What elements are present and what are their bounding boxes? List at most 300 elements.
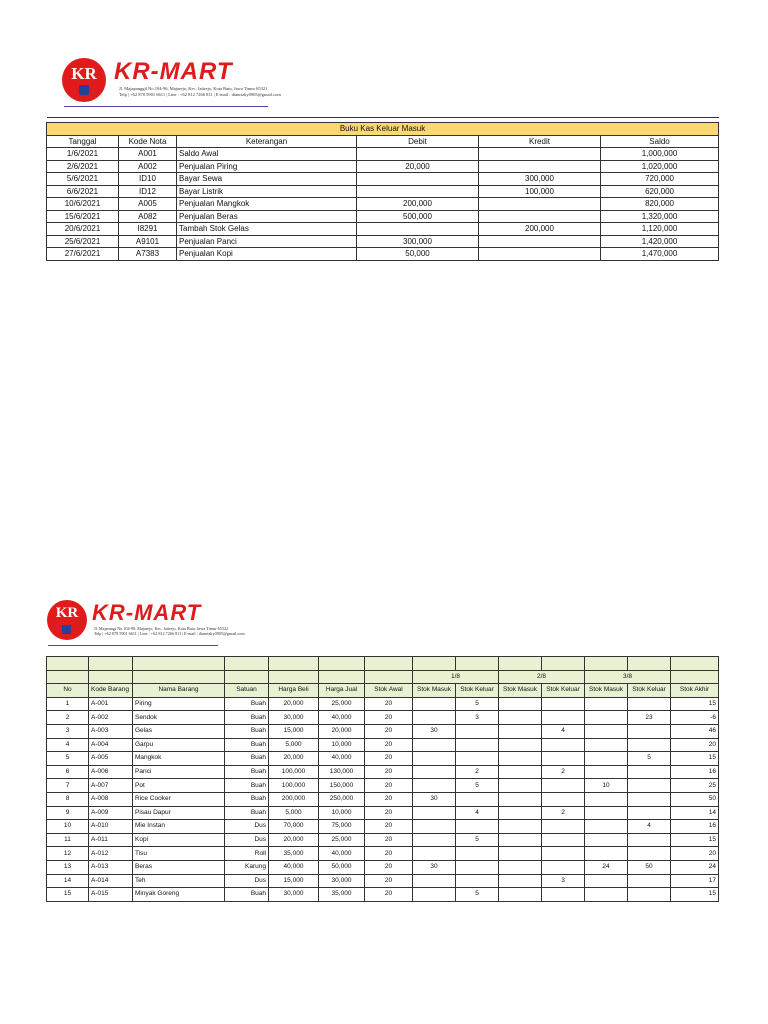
kr-logo-icon: KR (62, 58, 106, 102)
table-cell: Piring (133, 697, 225, 711)
table-cell: 9 (47, 806, 89, 820)
table-cell: Tisu (133, 847, 225, 861)
table-row (47, 738, 719, 752)
table-cell (585, 792, 628, 806)
table-cell: 20 (365, 738, 413, 752)
table-cell: 150,000 (319, 779, 365, 793)
table-cell: 16 (671, 765, 719, 779)
table-cell: 40,000 (319, 752, 365, 766)
table-cell: 3 (542, 874, 585, 888)
column-header: Harga Beli (269, 684, 319, 698)
table-cell (585, 752, 628, 766)
stock-table (46, 656, 719, 902)
table-cell (628, 779, 671, 793)
table-cell: 20,000 (269, 752, 319, 766)
table-cell (357, 148, 479, 161)
table-cell: 4 (47, 738, 89, 752)
table-cell: 15 (671, 752, 719, 766)
table-cell: Panci (133, 765, 225, 779)
table-cell (585, 765, 628, 779)
table-cell: 14 (47, 874, 89, 888)
table-cell (628, 738, 671, 752)
table-cell (413, 847, 456, 861)
table-cell: Sendok (133, 711, 225, 725)
table-cell: ID12 (119, 185, 177, 198)
table-cell (499, 724, 542, 738)
table-cell: 1,320,000 (601, 210, 719, 223)
table-cell (585, 711, 628, 725)
table-cell: A-007 (89, 779, 133, 793)
date-header: 2/8 (499, 670, 585, 684)
table-cell: 8 (47, 792, 89, 806)
table-cell: 20 (671, 738, 719, 752)
table-cell (628, 833, 671, 847)
column-header: Stok Awal (365, 684, 413, 698)
table-row (47, 198, 719, 211)
table-cell: 2/6/2021 (47, 160, 119, 173)
table-cell (479, 210, 601, 223)
table-cell: 20 (365, 711, 413, 725)
table-cell: 1 (47, 697, 89, 711)
table-cell: 4 (542, 724, 585, 738)
table-cell: Buah (225, 779, 269, 793)
table-cell: Minyak Goreng (133, 888, 225, 902)
column-header: Debit (357, 135, 479, 148)
table-cell: 46 (671, 724, 719, 738)
table-cell: 24 (585, 860, 628, 874)
table-cell: 10 (47, 820, 89, 834)
table-cell (413, 833, 456, 847)
table-cell: 30 (413, 860, 456, 874)
table-cell (413, 779, 456, 793)
column-header: Harga Jual (319, 684, 365, 698)
table-cell (499, 792, 542, 806)
table-cell: A7383 (119, 248, 177, 261)
table-cell (479, 198, 601, 211)
table-cell (456, 752, 499, 766)
cash-book-title: Buku Kas Keluar Masuk (47, 123, 719, 136)
table-cell: Penjualan Mangkok (177, 198, 357, 211)
table-cell: Gelas (133, 724, 225, 738)
table-cell: 20 (365, 806, 413, 820)
table-cell: 500,000 (357, 210, 479, 223)
column-header: Kredit (479, 135, 601, 148)
table-row (47, 792, 719, 806)
table-cell: 20 (365, 724, 413, 738)
table-cell: A082 (119, 210, 177, 223)
table-cell: 5 (456, 697, 499, 711)
table-cell (499, 806, 542, 820)
table-cell (542, 860, 585, 874)
table-cell (585, 888, 628, 902)
table-cell: 5 (456, 888, 499, 902)
table-cell: 250,000 (319, 792, 365, 806)
table-cell: Mangkok (133, 752, 225, 766)
table-cell: 3 (456, 711, 499, 725)
table-cell: Buah (225, 697, 269, 711)
table-cell: 3 (47, 724, 89, 738)
column-header: Nama Barang (133, 684, 225, 698)
table-cell (585, 874, 628, 888)
stock-spacer-row (47, 657, 719, 671)
table-cell (413, 697, 456, 711)
table-cell (542, 847, 585, 861)
table-cell: 620,000 (601, 185, 719, 198)
table-cell (413, 888, 456, 902)
table-cell: A-006 (89, 765, 133, 779)
kr-logo-icon: KR (47, 600, 87, 640)
table-cell: Penjualan Beras (177, 210, 357, 223)
table-cell (499, 711, 542, 725)
table-cell: Bayar Sewa (177, 173, 357, 186)
table-cell: 5,000 (269, 738, 319, 752)
table-cell: I8291 (119, 223, 177, 236)
column-header: Saldo (601, 135, 719, 148)
table-cell: 2 (456, 765, 499, 779)
table-cell (413, 765, 456, 779)
table-cell: Mie Instan (133, 820, 225, 834)
contact: Telp | +62 878 5901 6611 | Line : +62 812 7266 811 | E-mail : dianrizky0905@gmail.com (119, 91, 281, 97)
table-cell (499, 779, 542, 793)
date-header: 3/8 (585, 670, 671, 684)
table-cell: 15,000 (269, 724, 319, 738)
table-cell (479, 160, 601, 173)
table-cell: A-014 (89, 874, 133, 888)
table-cell (585, 833, 628, 847)
table-cell: 5/6/2021 (47, 173, 119, 186)
table-cell: 20 (365, 779, 413, 793)
table-cell: 20 (365, 820, 413, 834)
column-header: Keterangan (177, 135, 357, 148)
table-cell: 5,000 (269, 806, 319, 820)
table-cell: 27/6/2021 (47, 248, 119, 261)
stock-header-row (47, 684, 719, 698)
table-cell: Penjualan Piring (177, 160, 357, 173)
table-cell (479, 148, 601, 161)
table-cell: 14 (671, 806, 719, 820)
table-cell (542, 888, 585, 902)
table-cell: 6/6/2021 (47, 185, 119, 198)
table-cell: Penjualan Panci (177, 235, 357, 248)
table-cell: 13 (47, 860, 89, 874)
table-cell (456, 820, 499, 834)
table-cell: 5 (456, 833, 499, 847)
table-cell (479, 235, 601, 248)
column-header: Tanggal (47, 135, 119, 148)
brand-name: KR-MART (92, 600, 202, 625)
table-cell (542, 820, 585, 834)
table-cell (499, 833, 542, 847)
table-cell (499, 874, 542, 888)
table-cell: 15 (671, 833, 719, 847)
table-cell (542, 833, 585, 847)
table-cell: 6 (47, 765, 89, 779)
table-cell: Buah (225, 738, 269, 752)
table-cell: 30,000 (319, 874, 365, 888)
table-cell (585, 820, 628, 834)
table-cell: 15 (47, 888, 89, 902)
table-cell: 30,000 (269, 711, 319, 725)
table-row (47, 724, 719, 738)
contact: Telp | +62 878 5901 6611 | Line : +62 812 7266 811 | E-mail : dianrizky0905@gmail.com (94, 631, 245, 637)
column-header: Stok Keluar (628, 684, 671, 698)
table-cell: 10/6/2021 (47, 198, 119, 211)
logo-top (62, 58, 281, 102)
table-cell (542, 738, 585, 752)
table-cell: 12 (47, 847, 89, 861)
table-row (47, 779, 719, 793)
table-cell: 1,020,000 (601, 160, 719, 173)
table-cell: 820,000 (601, 198, 719, 211)
table-cell: A-005 (89, 752, 133, 766)
table-cell: 10 (585, 779, 628, 793)
table-cell (499, 752, 542, 766)
table-cell (542, 697, 585, 711)
table-cell: 20/6/2021 (47, 223, 119, 236)
table-cell: Saldo Awal (177, 148, 357, 161)
table-cell: 40,000 (319, 711, 365, 725)
table-cell: Beras (133, 860, 225, 874)
table-cell: 35,000 (319, 888, 365, 902)
table-cell: A-013 (89, 860, 133, 874)
table-cell: 15/6/2021 (47, 210, 119, 223)
column-header: Stok Akhir (671, 684, 719, 698)
table-cell: 30 (413, 724, 456, 738)
stock-date-row (47, 670, 719, 684)
table-row (47, 833, 719, 847)
table-cell: Buah (225, 888, 269, 902)
table-cell: 4 (456, 806, 499, 820)
table-cell: 50,000 (319, 860, 365, 874)
table-cell: A-015 (89, 888, 133, 902)
table-cell (585, 806, 628, 820)
table-cell: 1,000,000 (601, 148, 719, 161)
table-cell: 5 (628, 752, 671, 766)
table-cell (456, 724, 499, 738)
table-cell: 75,000 (319, 820, 365, 834)
table-row (47, 874, 719, 888)
table-cell: Pot (133, 779, 225, 793)
table-cell: Karung (225, 860, 269, 874)
table-cell (357, 173, 479, 186)
table-cell: 2 (47, 711, 89, 725)
cash-book-header-row (47, 135, 719, 148)
table-cell: A-010 (89, 820, 133, 834)
table-cell: 70,000 (269, 820, 319, 834)
table-cell (456, 874, 499, 888)
table-cell (499, 697, 542, 711)
table-row (47, 223, 719, 236)
table-row (47, 806, 719, 820)
table-row (47, 765, 719, 779)
table-row (47, 752, 719, 766)
table-cell: 20,000 (269, 833, 319, 847)
header-underline (48, 645, 218, 646)
table-cell: 50 (671, 792, 719, 806)
table-cell (585, 697, 628, 711)
table-cell (499, 860, 542, 874)
table-cell: Buah (225, 792, 269, 806)
column-header: Stok Masuk (585, 684, 628, 698)
table-cell: 2 (542, 765, 585, 779)
table-cell: 200,000 (269, 792, 319, 806)
table-cell: Dus (225, 874, 269, 888)
table-cell: 24 (671, 860, 719, 874)
table-cell (628, 724, 671, 738)
table-cell: 30 (413, 792, 456, 806)
table-cell (542, 711, 585, 725)
table-cell: 1/6/2021 (47, 148, 119, 161)
table-cell (628, 888, 671, 902)
table-cell: 25/6/2021 (47, 235, 119, 248)
column-header: Kode Barang (89, 684, 133, 698)
table-cell: A-012 (89, 847, 133, 861)
table-cell: 300,000 (357, 235, 479, 248)
table-cell: 200,000 (479, 223, 601, 236)
table-cell: 20 (365, 874, 413, 888)
table-cell (628, 765, 671, 779)
column-header: Stok Keluar (542, 684, 585, 698)
table-cell: A005 (119, 198, 177, 211)
table-cell (357, 185, 479, 198)
table-cell (499, 738, 542, 752)
table-cell (357, 223, 479, 236)
table-cell: Dus (225, 833, 269, 847)
table-cell: A9101 (119, 235, 177, 248)
table-cell: Roll (225, 847, 269, 861)
table-cell (542, 779, 585, 793)
column-header: No (47, 684, 89, 698)
table-cell (628, 874, 671, 888)
table-cell: 15 (671, 888, 719, 902)
table-cell: A001 (119, 148, 177, 161)
column-header: Stok Masuk (499, 684, 542, 698)
address: Jl. Majarangi No.104-96, Majarejo, Kec. Jatirejo, Kota Batu, Jawa Timur 65322 (94, 626, 229, 631)
table-cell: 20 (365, 792, 413, 806)
table-cell: Teh (133, 874, 225, 888)
table-cell: 25 (671, 779, 719, 793)
table-row (47, 210, 719, 223)
table-cell (499, 765, 542, 779)
table-cell: 16 (671, 820, 719, 834)
column-header: Stok Keluar (456, 684, 499, 698)
table-cell: 1,470,000 (601, 248, 719, 261)
table-cell (413, 752, 456, 766)
table-cell: Penjualan Kopi (177, 248, 357, 261)
table-row (47, 888, 719, 902)
table-row (47, 248, 719, 261)
table-cell: 20 (365, 888, 413, 902)
table-cell: 20 (365, 860, 413, 874)
table-cell: ID10 (119, 173, 177, 186)
table-row (47, 847, 719, 861)
table-cell: A002 (119, 160, 177, 173)
table-cell: A-001 (89, 697, 133, 711)
table-cell (628, 806, 671, 820)
table-cell (456, 847, 499, 861)
table-cell: Tambah Stok Gelas (177, 223, 357, 236)
table-cell: 100,000 (479, 185, 601, 198)
table-cell: Rice Cooker (133, 792, 225, 806)
date-header: 1/8 (413, 670, 499, 684)
table-cell: 200,000 (357, 198, 479, 211)
table-cell (413, 738, 456, 752)
table-cell: 4 (628, 820, 671, 834)
table-cell: 1,420,000 (601, 235, 719, 248)
table-cell: 20,000 (319, 724, 365, 738)
cash-book-table (46, 117, 719, 261)
table-cell (456, 860, 499, 874)
table-row (47, 185, 719, 198)
table-cell: A-009 (89, 806, 133, 820)
table-row (47, 160, 719, 173)
table-cell (413, 806, 456, 820)
table-cell: Pisau Dapur (133, 806, 225, 820)
table-cell: A-003 (89, 724, 133, 738)
table-row (47, 820, 719, 834)
table-cell: 100,000 (269, 779, 319, 793)
table-row (47, 148, 719, 161)
column-header: Stok Masuk (413, 684, 456, 698)
table-cell (585, 724, 628, 738)
table-cell: 25,000 (319, 697, 365, 711)
table-cell (413, 874, 456, 888)
table-cell: 30,000 (269, 888, 319, 902)
table-cell: 130,000 (319, 765, 365, 779)
table-row (47, 235, 719, 248)
table-cell: 7 (47, 779, 89, 793)
table-cell: 2 (542, 806, 585, 820)
table-cell: 40,000 (319, 847, 365, 861)
table-cell (479, 248, 601, 261)
table-cell: 20 (365, 697, 413, 711)
table-cell: A-002 (89, 711, 133, 725)
table-cell: 20 (365, 833, 413, 847)
table-cell: 23 (628, 711, 671, 725)
table-cell: Buah (225, 765, 269, 779)
table-cell: 1,120,000 (601, 223, 719, 236)
table-cell: 15,000 (269, 874, 319, 888)
header-underline (64, 106, 268, 107)
table-cell: 20,000 (357, 160, 479, 173)
table-cell (456, 792, 499, 806)
table-cell: 5 (47, 752, 89, 766)
table-cell: 15 (671, 697, 719, 711)
table-cell: Bayar Listrik (177, 185, 357, 198)
address: Jl. Majapanggil No.104-96, Majarejo, Kec. Jatirejo, Kota Batu, Jawa Timur 65321 (119, 86, 268, 91)
table-cell: 20 (365, 847, 413, 861)
table-cell: 5 (456, 779, 499, 793)
column-header: Satuan (225, 684, 269, 698)
table-cell (456, 738, 499, 752)
table-cell: 20,000 (269, 697, 319, 711)
table-cell: A-008 (89, 792, 133, 806)
table-cell (413, 820, 456, 834)
table-cell (585, 738, 628, 752)
table-cell: 35,000 (269, 847, 319, 861)
table-cell: Buah (225, 724, 269, 738)
table-cell: 20 (365, 752, 413, 766)
table-cell: -6 (671, 711, 719, 725)
table-cell (413, 711, 456, 725)
table-cell: 10,000 (319, 738, 365, 752)
table-cell: Kopi (133, 833, 225, 847)
table-cell: 50,000 (357, 248, 479, 261)
column-header: Kode Nota (119, 135, 177, 148)
table-cell: Garpu (133, 738, 225, 752)
table-cell: Buah (225, 752, 269, 766)
table-cell: Buah (225, 806, 269, 820)
